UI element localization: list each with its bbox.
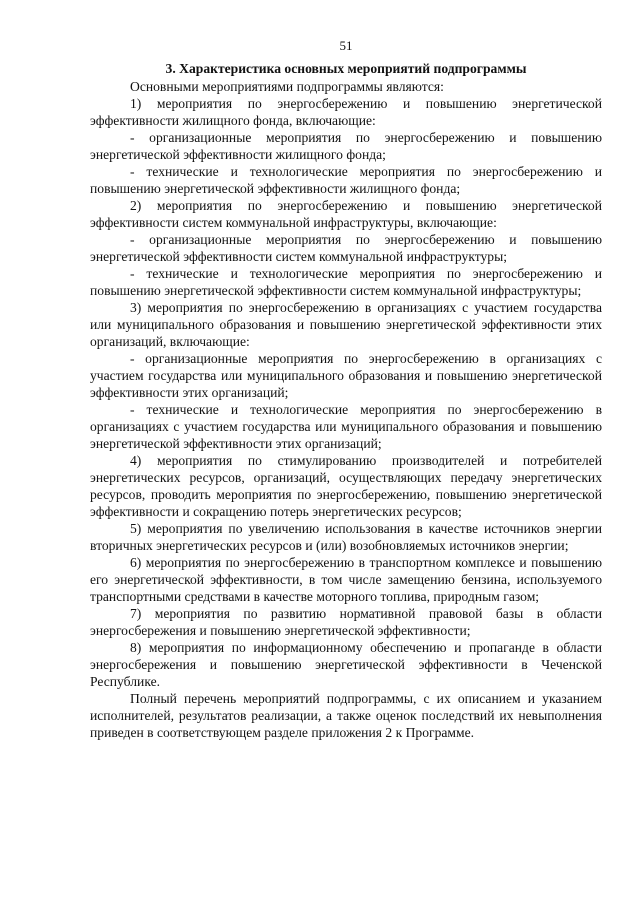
body-text xyxy=(90,78,602,741)
paragraph-item-8: 8) мероприятия по информационному обеспечению и пропаганде в области энергосбережения и повышению энергетической эффективности в Чеченской Республике. xyxy=(90,640,602,689)
paragraph-item-2-sub-2: - технические и технологические мероприятия по энергосбережению и повышению энергетической эффективности систем коммунальной инфраструктуры; xyxy=(90,266,602,298)
page-number: 51 xyxy=(339,38,353,53)
paragraph-item-6: 6) мероприятия по энергосбережению в транспортном комплексе и повышению его энергетической эффективности, в том числе замещению бензина, используемого транспортными средствами в качестве моторного топлива, природным газом; xyxy=(90,555,602,604)
paragraph-item-3: 3) мероприятия по энергосбережению в организациях с участием государства или муниципального образования и повышению энергетической эффективности этих организаций, включающие: xyxy=(90,300,602,349)
section-heading: 3. Характеристика основных мероприятий подпрограммы xyxy=(165,61,527,76)
paragraph-item-4: 4) мероприятия по стимулированию производителей и потребителей энергетических ресурсов, организаций, осуществляющих передачу энергетических ресурсов, проводить мероприятия по энергосбережению, повышению энергетической эффективности и сокращению потерь энергетических ресурсов; xyxy=(90,453,602,519)
paragraph-item-1-sub-1: - организационные мероприятия по энергосбережению и повышению энергетической эффективности жилищного фонда; xyxy=(90,130,602,162)
paragraph-intro: Основными мероприятиями подпрограммы являются: xyxy=(130,79,444,94)
paragraph-item-3-sub-2: - технические и технологические мероприятия по энергосбережению в организациях с участием государства или муниципального образования и повышению энергетической эффективности этих организаций; xyxy=(90,402,602,451)
paragraph-item-5: 5) мероприятия по увеличению использования в качестве источников энергии вторичных энергетических ресурсов и (или) возобновляемых источников энергии; xyxy=(90,521,602,553)
paragraph-item-2-sub-1: - организационные мероприятия по энергосбережению и повышению энергетической эффективности систем коммунальной инфраструктуры; xyxy=(90,232,602,264)
paragraph-item-1-sub-2: - технические и технологические мероприятия по энергосбережению и повышению энергетической эффективности жилищного фонда; xyxy=(90,164,602,196)
paragraph-item-7: 7) мероприятия по развитию нормативной правовой базы в области энергосбережения и повышению энергетической эффективности; xyxy=(90,606,602,638)
paragraph-conclusion: Полный перечень мероприятий подпрограммы, с их описанием и указанием исполнителей, результатов реализации, а также оценок последствий их невыполнения приведен в соответствующем разделе приложения 2 к Программе. xyxy=(90,691,602,740)
paragraph-item-2: 2) мероприятия по энергосбережению и повышению энергетической эффективности систем коммунальной инфраструктуры, включающие: xyxy=(90,198,602,230)
paragraph-item-3-sub-1: - организационные мероприятия по энергосбережению в организациях с участием государства или муниципального образования и повышению энергетической эффективности этих организаций; xyxy=(90,351,602,400)
paragraph-item-1: 1) мероприятия по энергосбережению и повышению энергетической эффективности жилищного фонда, включающие: xyxy=(90,96,602,128)
